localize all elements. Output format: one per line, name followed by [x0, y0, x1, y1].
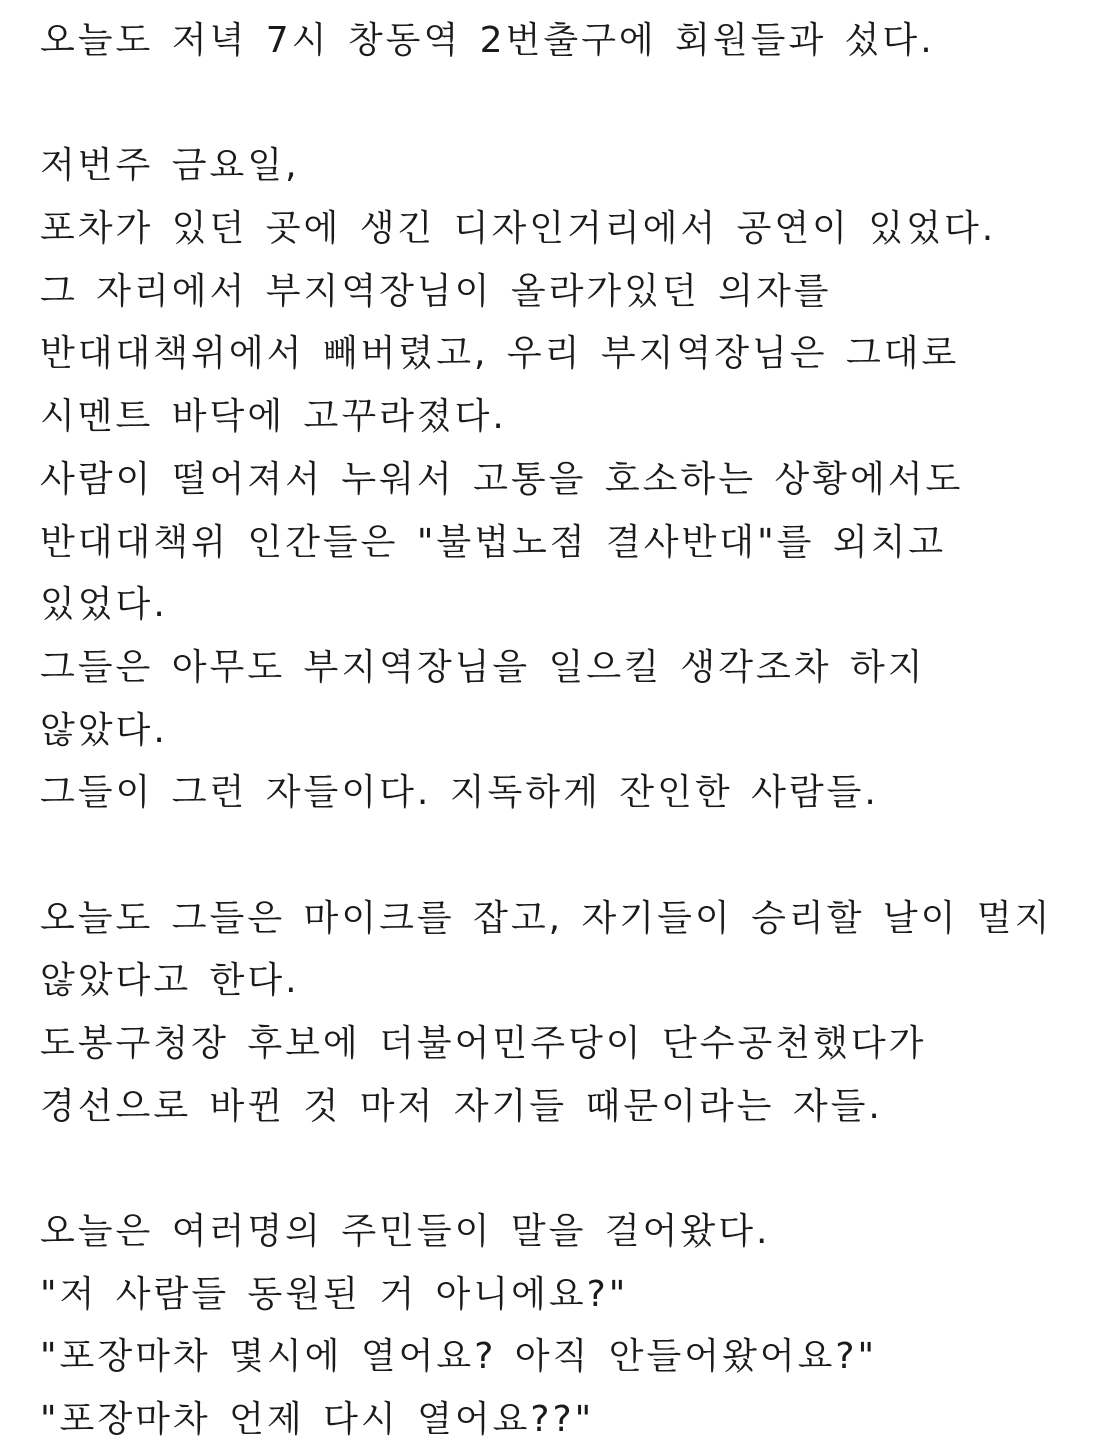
blank-line [40, 825, 1080, 888]
text-line: 않았다. [40, 709, 168, 751]
text-line: 경선으로 바뀐 것 마저 자기들 때문이라는 자들. [40, 1085, 883, 1127]
text-line: 있었다. [40, 584, 168, 626]
text-line: 오늘도 저녁 7시 창동역 2번출구에 회원들과 섰다. [40, 20, 935, 61]
text-line: 오늘도 그들은 마이크를 잡고, 자기들이 승리할 날이 멀지 [40, 897, 1053, 939]
blank-line [40, 73, 1080, 136]
quote-line: "포장마차 몇시에 열어요? 아직 안들어왔어요?" [40, 1336, 878, 1378]
text-line: 저번주 금요일, [40, 145, 300, 187]
text-line: 포차가 있던 곳에 생긴 디자인거리에서 공연이 있었다. [40, 208, 997, 250]
text-line: 도봉구청장 후보에 더불어민주당이 단수공천했다가 [40, 1023, 927, 1064]
text-line: 반대대책위 인간들은 "불법노점 결사반대"를 외치고 [40, 521, 947, 563]
text-line: 않았다고 한다. [40, 960, 300, 1002]
text-line: 그들은 아무도 부지역장님을 일으킬 생각조차 하지 [40, 646, 926, 688]
document-body [40, 10, 1080, 1452]
text-line: 오늘은 여러명의 주민들이 말을 걸어왔다. [40, 1211, 771, 1253]
text-line: 그들이 그런 자들이다. 지독하게 잔인한 사람들. [40, 772, 879, 814]
text-line: 반대대책위에서 빼버렸고, 우리 부지역장님은 그대로 [40, 333, 960, 375]
text-line: 사람이 떨어져서 누워서 고통을 호소하는 상황에서도 [40, 458, 964, 500]
text-line: 그 자리에서 부지역장님이 올라가있던 의자를 [40, 270, 832, 312]
text-line: 시멘트 바닥에 고꾸라졌다. [40, 396, 507, 438]
blank-line [40, 1138, 1080, 1201]
quote-line: "저 사람들 동원된 거 아니에요?" [40, 1273, 629, 1315]
quote-line: "포장마차 언제 다시 열어요??" [40, 1399, 595, 1441]
